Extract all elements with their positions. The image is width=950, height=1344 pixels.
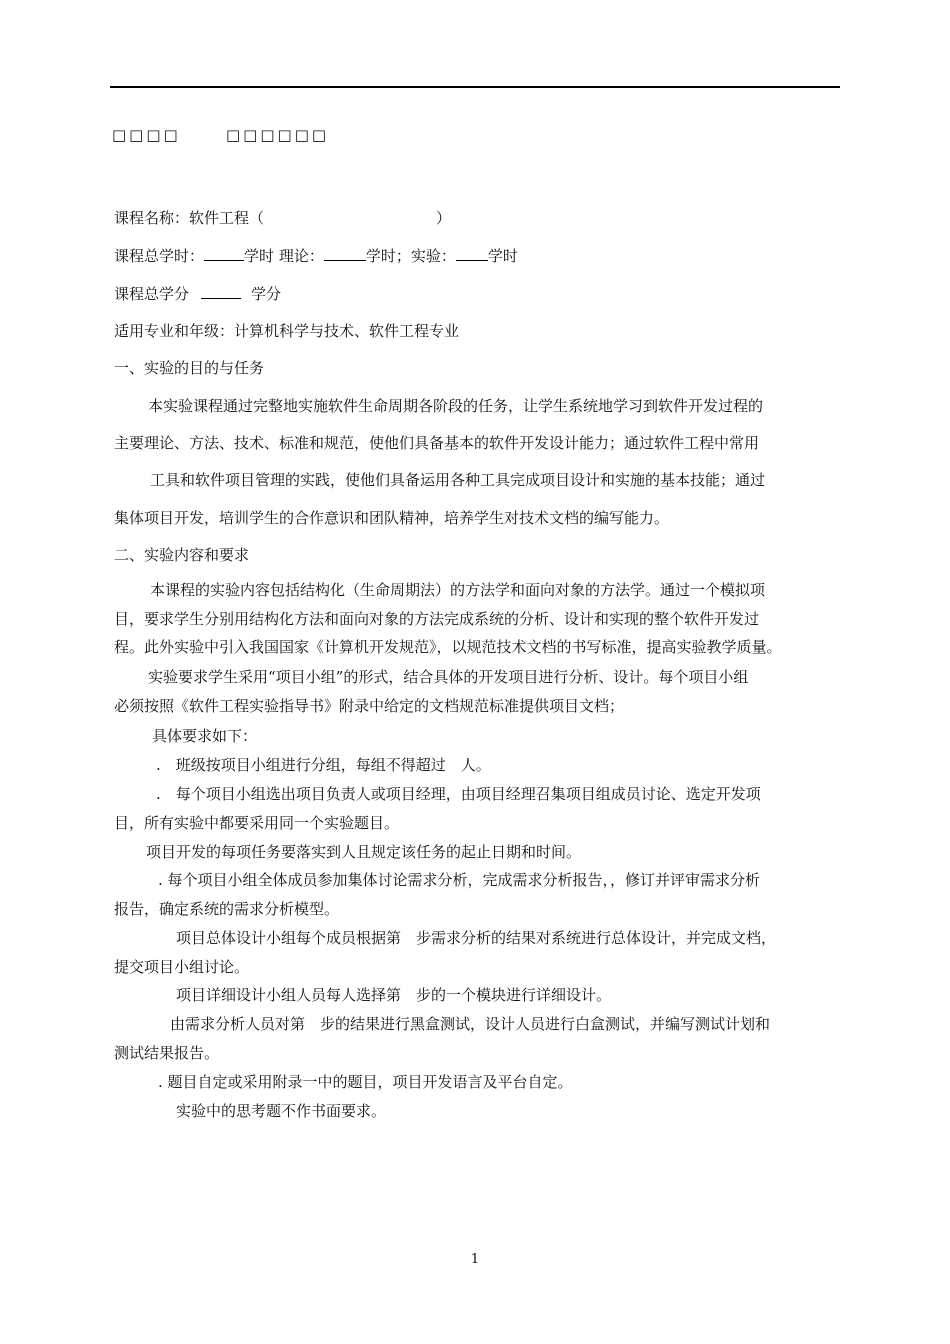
section2-line: . 每个项目小组全体成员参加集体讨论需求分析，完成需求分析报告，，修订并评审需求分析	[158, 871, 761, 889]
theory-label: 理论：	[278, 247, 324, 265]
section1-line: 集体项目开发，培训学生的合作意识和团队精神，培养学生对技术文档的编写能力。	[114, 509, 670, 527]
section2-line: 项目开发的每项任务要落实到人且规定该任务的起止日期和时间。	[146, 843, 582, 861]
section2-line: 本课程的实验内容包括结构化（生命周期法）的方法学和面向对象的方法学。通过一个模拟项	[150, 581, 766, 599]
section1-heading: 一、实验的目的与任务	[114, 359, 265, 377]
course-name-close: ）	[436, 209, 452, 227]
credits-blank	[201, 284, 241, 299]
course-credits-line	[114, 284, 281, 304]
section2-line: 报告，确定系统的需求分析模型。	[114, 900, 340, 918]
section2-line: 项目详细设计小组人员每人选择第 步的一个模块进行详细设计。	[176, 986, 612, 1004]
credits-unit: 学分	[251, 285, 282, 303]
section1-line: 本实验课程通过完整地实施软件生命周期各阶段的任务，让学生系统地学习到软件开发过程的	[148, 397, 764, 415]
section2-line: 提交项目小组讨论。	[114, 958, 250, 976]
hours-label: 课程总学时：	[114, 247, 205, 265]
credits-label: 课程总学分	[114, 285, 190, 303]
course-hours-line	[114, 246, 518, 266]
section2-line: 实验要求学生采用“项目小组”的形式，结合具体的开发项目进行分析、设计。每个项目小组	[148, 668, 749, 686]
section1-line: 主要理论、方法、技术、标准和规范，使他们具备基本的软件开发设计能力；通过软件工程中常用	[114, 434, 760, 452]
section2-line: 由需求分析人员对第 步的结果进行黑盒测试，设计人员进行白盒测试，并编写测试计划和	[170, 1015, 771, 1033]
theory-blank	[324, 246, 366, 261]
section2-line: . 题目自定或采用附录一中的题目，项目开发语言及平台自定。	[158, 1073, 573, 1091]
hours-unit: 学时	[244, 247, 275, 265]
header-rule	[110, 86, 840, 88]
section2-line: 具体要求如下：	[152, 727, 258, 745]
hours-blank	[204, 246, 244, 261]
section1-line: 工具和软件项目管理的实践，使他们具备运用各种工具完成项目设计和实施的基本技能；通过	[150, 471, 766, 489]
lab-unit: 学时	[487, 247, 518, 265]
section2-line: 实验中的思考题不作书面要求。	[176, 1102, 387, 1120]
section2-line: 项目总体设计小组每个成员根据第 步需求分析的结果对系统进行总体设计，并完成文档，	[176, 929, 777, 947]
section2-heading: 二、实验内容和要求	[114, 546, 250, 564]
section2-line: . 班级按项目小组进行分组，每组不得超过 人。	[156, 756, 491, 774]
course-name-line	[114, 208, 451, 228]
header-right-text: □□□□□□	[226, 126, 330, 144]
page-number: 1	[470, 1252, 480, 1267]
lab-blank	[456, 246, 488, 261]
section2-line: 目，要求学生分别用结构化方法和面向对象的方法完成系统的分析、设计和实现的整个软件开发过	[114, 610, 760, 628]
theory-unit: 学时；实验：	[365, 247, 456, 265]
section2-line: . 每个项目小组选出项目负责人或项目经理，由项目经理召集项目组成员讨论、选定开发项	[156, 785, 761, 803]
header-left-text: □□□□	[112, 126, 181, 144]
section2-line: 程。此外实验中引入我国国家《计算机开发规范》，以规范技术文档的书写标准，提高实验教学质量。	[114, 638, 782, 656]
section2-line: 测试结果报告。	[114, 1044, 220, 1062]
course-majors: 适用专业和年级：计算机科学与技术、软件工程专业	[114, 322, 460, 340]
course-name-label: 课程名称：软件工程（	[114, 209, 265, 227]
section2-line: 必须按照《软件工程实验指导书》附录中给定的文档规范标准提供项目文档；	[114, 697, 625, 715]
section2-line: 目，所有实验中都要采用同一个实验题目。	[114, 814, 400, 832]
